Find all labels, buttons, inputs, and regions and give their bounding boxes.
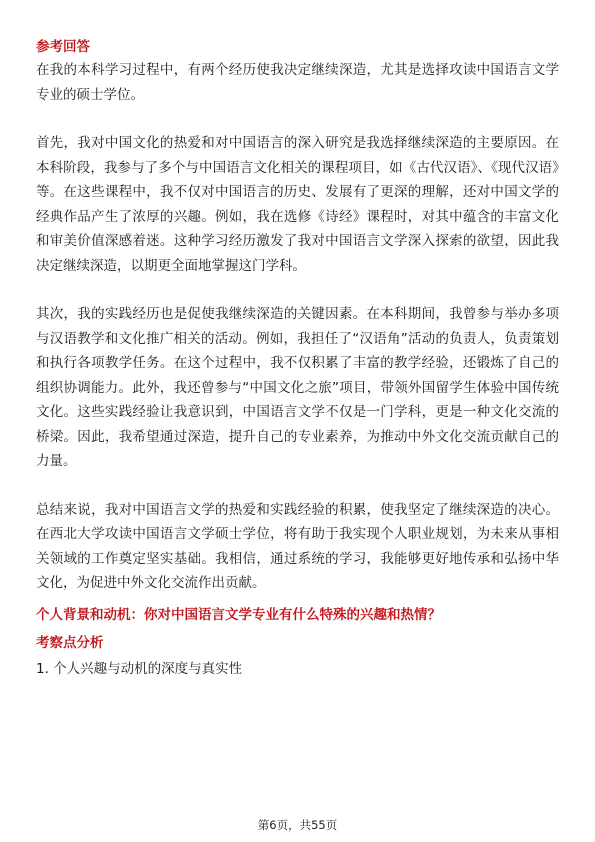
paragraph-intro: 在我的本科学习过程中，有两个经历使我决定继续深造，尤其是选择攻读中国语言文学专业的硕士学位。 [36,62,559,103]
section-title: 参考回答 [36,39,90,55]
paragraph-gap [36,107,559,131]
paragraph-first-reason: 首先，我对中国文化的热爱和对中国语言的深入研究是我选择继续深造的主要原因。在本科阶段，我参与了多个与中国语言文化相关的课程项目，如《古代汉语》、《现代汉语》等。在这些课程中，我不仅对中国语言的历史、发展有了更深的理解，还对中国文学的经典作品产生了浓厚的兴趣。例如，我在选修《诗经》课程时，对其中蕴含的丰富文化和审美价值深感着迷。这种学习经历激发了我对中国语言文学深入探索的欲望，因此我决定继续深造，以期更全面地掌握这门学科。 [36,135,559,274]
paragraph-second-reason: 其次，我的实践经历也是促使我继续深造的关键因素。在本科期间，我曾参与举办多项与汉语教学和文化推广相关的活动。例如，我担任了“汉语角”活动的负责人，负责策划和执行各项教学任务。在这个过程中，我不仅积累了丰富的教学经验，还锻炼了自己的组织协调能力。此外，我还曾参与“中国文化之旅”项目，带领外国留学生体验中国传统文化。这些实践经验让我意识到，中国语言文学不仅是一门学科，更是一种文化交流的桥梁。因此，我希望通过深造，提升自己的专业素养，为推动中外文化交流贡献自己的力量。 [36,306,559,469]
paragraph-gap [36,474,559,498]
page-footer: 第6页，共55页 [257,818,338,832]
paragraph-gap [36,278,559,302]
paragraph-conclusion: 总结来说，我对中国语言文学的热爱和实践经验的积累，使我坚定了继续深造的决心。在西北大学攻读中国语言文学硕士学位，将有助于我实现个人职业规划，为未来从事相关领域的工作奠定坚实基础。我相信，通过系统的学习，我能够更好地传承和弘扬中华文化，为促进中外文化交流作出贡献。 [36,501,559,591]
analysis-title: 考察点分析 [36,634,104,651]
document-body [36,36,559,680]
question-heading: 个人背景和动机：你对中国语言文学专业有什么特殊的兴趣和热情？ [36,606,441,623]
analysis-item: 1. 个人兴趣与动机的深度与真实性 [36,660,243,677]
